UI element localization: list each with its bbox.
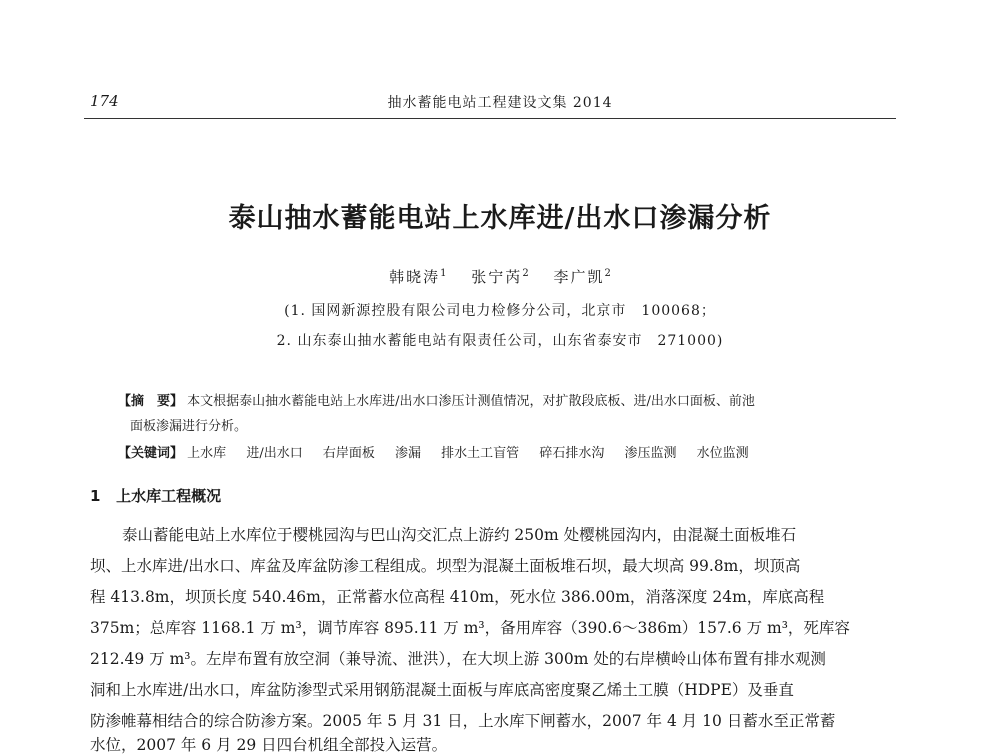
affiliation-2: 2. 山东泰山抽水蓄能电站有限责任公司，山东省泰安市 271000): [276, 333, 724, 349]
body-line: 程 413.8m，坝顶长度 540.46m，正常蓄水位高程 410m，死水位 386.00m，消落深度 24m，库底高程: [90, 588, 825, 606]
keyword-item: 进/出水口: [246, 446, 303, 461]
body-line: 洞和上水库进/出水口，库盆防渗型式采用钢筋混凝土面板与库底高密度聚乙烯土工膜（HDPE）及垂直: [90, 681, 794, 699]
body-line: 水位，2007 年 6 月 29 日四台机组全部投入运营。: [90, 736, 448, 754]
body-line: 泰山蓄能电站上水库位于樱桃园沟与巴山沟交汇点上游约 250m 处樱桃园沟内，由混凝土面板堆石: [122, 526, 797, 544]
body-line: 防渗帷幕相结合的综合防渗方案。2005 年 5 月 31 日，上水库下闸蓄水，2007 年 4 月 10 日蓄水至正常蓄: [90, 712, 836, 730]
author-affil-mark: 2: [522, 268, 529, 279]
section-title: 上水库工程概况: [116, 487, 222, 505]
author-name: 韩晓涛: [389, 268, 441, 286]
body-line: 坝、上水库进/出水口、库盆及库盆防渗工程组成。坝型为混凝土面板堆石坝，最大坝高 99.8m，坝顶高: [90, 557, 801, 575]
abstract: [118, 390, 755, 409]
author-name: 李广凯: [553, 268, 605, 286]
keyword-item: 右岸面板: [322, 446, 375, 461]
page-number: 174: [90, 92, 119, 110]
section-heading: [90, 485, 221, 506]
keyword-item: 排水土工盲管: [441, 446, 520, 461]
keywords-label: 【关键词】: [118, 446, 184, 461]
body-line: 212.49 万 m³。左岸布置有放空洞（兼导流、泄洪），在大坝上游 300m 处的右岸横岭山体布置有排水观测: [90, 650, 826, 668]
keywords: [118, 442, 765, 461]
header-rule: [84, 118, 896, 119]
keyword-item: 碎石排水沟: [539, 446, 605, 461]
abstract-label: 【摘 要】: [118, 394, 184, 409]
paper-title: 泰山抽水蓄能电站上水库进/出水口渗漏分析: [228, 203, 772, 234]
abstract-text-line-2: 面板渗漏进行分析。: [130, 419, 248, 434]
author-list: [0, 266, 1000, 287]
affiliation-1: (1. 国网新源控股有限公司电力检修分公司，北京市 100068；: [284, 303, 716, 319]
abstract-text-line-1: 本文根据泰山抽水蓄能电站上水库进/出水口渗压计测值情况，对扩散段底板、进/出水口面板、前池: [187, 394, 755, 409]
author-affil-mark: 1: [440, 268, 447, 279]
author-name: 张宁芮: [471, 268, 523, 286]
keyword-item: 渗漏: [395, 446, 422, 461]
body-line: 375m；总库容 1168.1 万 m³，调节库容 895.11 万 m³，备用库容（390.6～386m）157.6 万 m³，死库容: [90, 619, 850, 637]
keyword-item: 上水库: [187, 446, 227, 461]
keyword-item: 渗压监测: [624, 446, 677, 461]
author-affil-mark: 2: [604, 268, 611, 279]
section-number: 1: [90, 487, 101, 505]
keyword-item: 水位监测: [696, 446, 749, 461]
running-title: 抽水蓄能电站工程建设文集 2014: [387, 95, 613, 111]
